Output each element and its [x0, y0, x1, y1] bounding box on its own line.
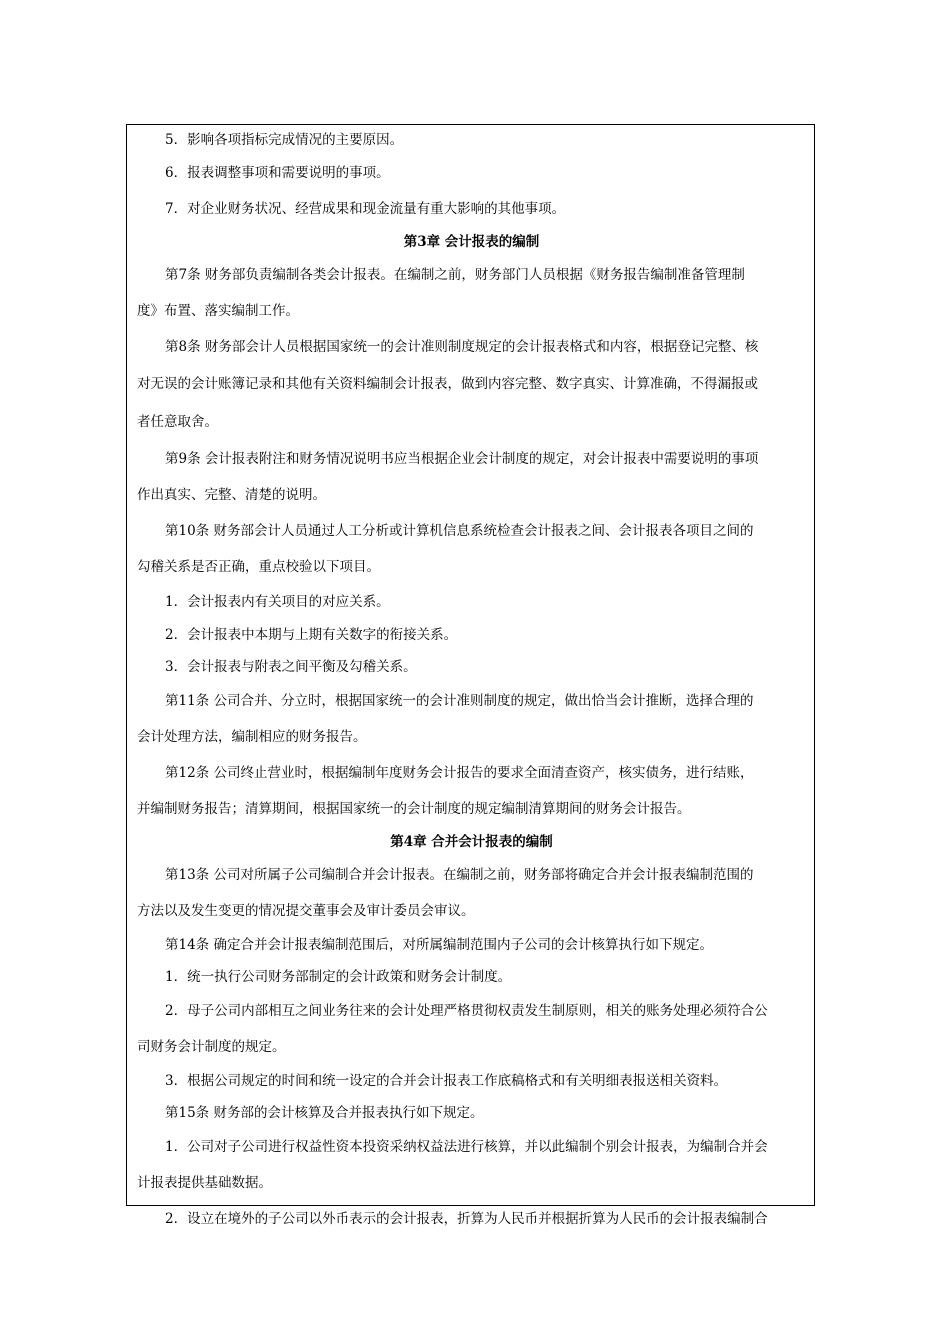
paragraph-line: 第12条 公司终止营业时，根据编制年度财务会计报告的要求全面清查资产，核实债务，进行结账， [165, 765, 754, 781]
paragraph-line: 度》布置、落实编制工作。 [137, 303, 299, 319]
paragraph-line: 第13条 公司对所属子公司编制合并会计报表。在编制之前，财务部将确定合并会计报表编制范围的 [165, 867, 754, 883]
chapter-heading: 第4章 合并会计报表的编制 [390, 834, 553, 850]
paragraph-line: 3．会计报表与附表之间平衡及勾稽关系。 [165, 659, 417, 675]
paragraph-line: 第14条 确定合并会计报表编制范围后，对所属编制范围内子公司的会计核算执行如下规定。 [165, 937, 713, 953]
paragraph-line: 第15条 财务部的会计核算及合并报表执行如下规定。 [165, 1105, 484, 1121]
chapter-heading: 第3章 会计报表的编制 [403, 234, 540, 250]
paragraph-line: 会计处理方法，编制相应的财务报告。 [137, 729, 367, 745]
document-frame [126, 124, 815, 1227]
paragraph-line: 1．公司对子公司进行权益性资本投资采纳权益法进行核算，并以此编制个别会计报表，为编制合并会 [165, 1139, 768, 1155]
paragraph-line: 第9条 会计报表附注和财务情况说明书应当根据企业会计制度的规定，对会计报表中需要说明的事项 [165, 451, 759, 467]
paragraph-line: 第11条 公司合并、分立时，根据国家统一的会计准则制度的规定，做出恰当会计推断，选择合理的 [165, 693, 754, 709]
paragraph-line: 6．报表调整事项和需要说明的事项。 [165, 165, 390, 181]
paragraph-line: 第7条 财务部负责编制各类会计报表。在编制之前，财务部门人员根据《财务报告编制准备管理制 [165, 267, 745, 283]
paragraph-line: 3．根据公司规定的时间和统一设定的合并会计报表工作底稿格式和有关明细表报送相关资料。 [165, 1073, 728, 1089]
paragraph-line: 计报表提供基础数据。 [137, 1175, 272, 1191]
paragraph-line: 司财务会计制度的规定。 [137, 1039, 286, 1055]
paragraph-line: 作出真实、完整、清楚的说明。 [137, 487, 326, 503]
paragraph-line: 5．影响各项指标完成情况的主要原因。 [165, 132, 404, 148]
document-body [127, 125, 814, 1237]
paragraph-line: 并编制财务报告；清算期间，根据国家统一的会计制度的规定编制清算期间的财务会计报告。 [137, 801, 691, 817]
paragraph-line: 第10条 财务部会计人员通过人工分析或计算机信息系统检查会计报表之间、会计报表各项目之间的 [165, 523, 754, 539]
paragraph-line: 对无误的会计账簿记录和其他有关资料编制会计报表，做到内容完整、数字真实、计算准确，不得漏报或 [137, 376, 758, 392]
paragraph-line: 7．对企业财务状况、经营成果和现金流量有重大影响的其他事项。 [165, 201, 566, 217]
paragraph-line: 2．母子公司内部相互之间业务往来的会计处理严格贯彻权责发生制原则，相关的账务处理必须符合公 [165, 1003, 768, 1019]
paragraph-line: 者任意取舍。 [137, 414, 218, 430]
paragraph-line: 1．会计报表内有关项目的对应关系。 [165, 594, 390, 610]
paragraph-line: 1．统一执行公司财务部制定的会计政策和财务会计制度。 [165, 969, 512, 985]
paragraph-line: 方法以及发生变更的情况提交董事会及审计委员会审议。 [137, 903, 475, 919]
paragraph-line: 勾稽关系是否正确，重点校验以下项目。 [137, 559, 380, 575]
paragraph-line: 2．会计报表中本期与上期有关数字的衔接关系。 [165, 627, 458, 643]
paragraph-line: 第8条 财务部会计人员根据国家统一的会计准则制度规定的会计报表格式和内容，根据登记完整、核 [165, 339, 759, 355]
paragraph-line: 2．设立在境外的子公司以外币表示的会计报表，折算为人民币并根据折算为人民币的会计报表编制合 [165, 1211, 768, 1227]
